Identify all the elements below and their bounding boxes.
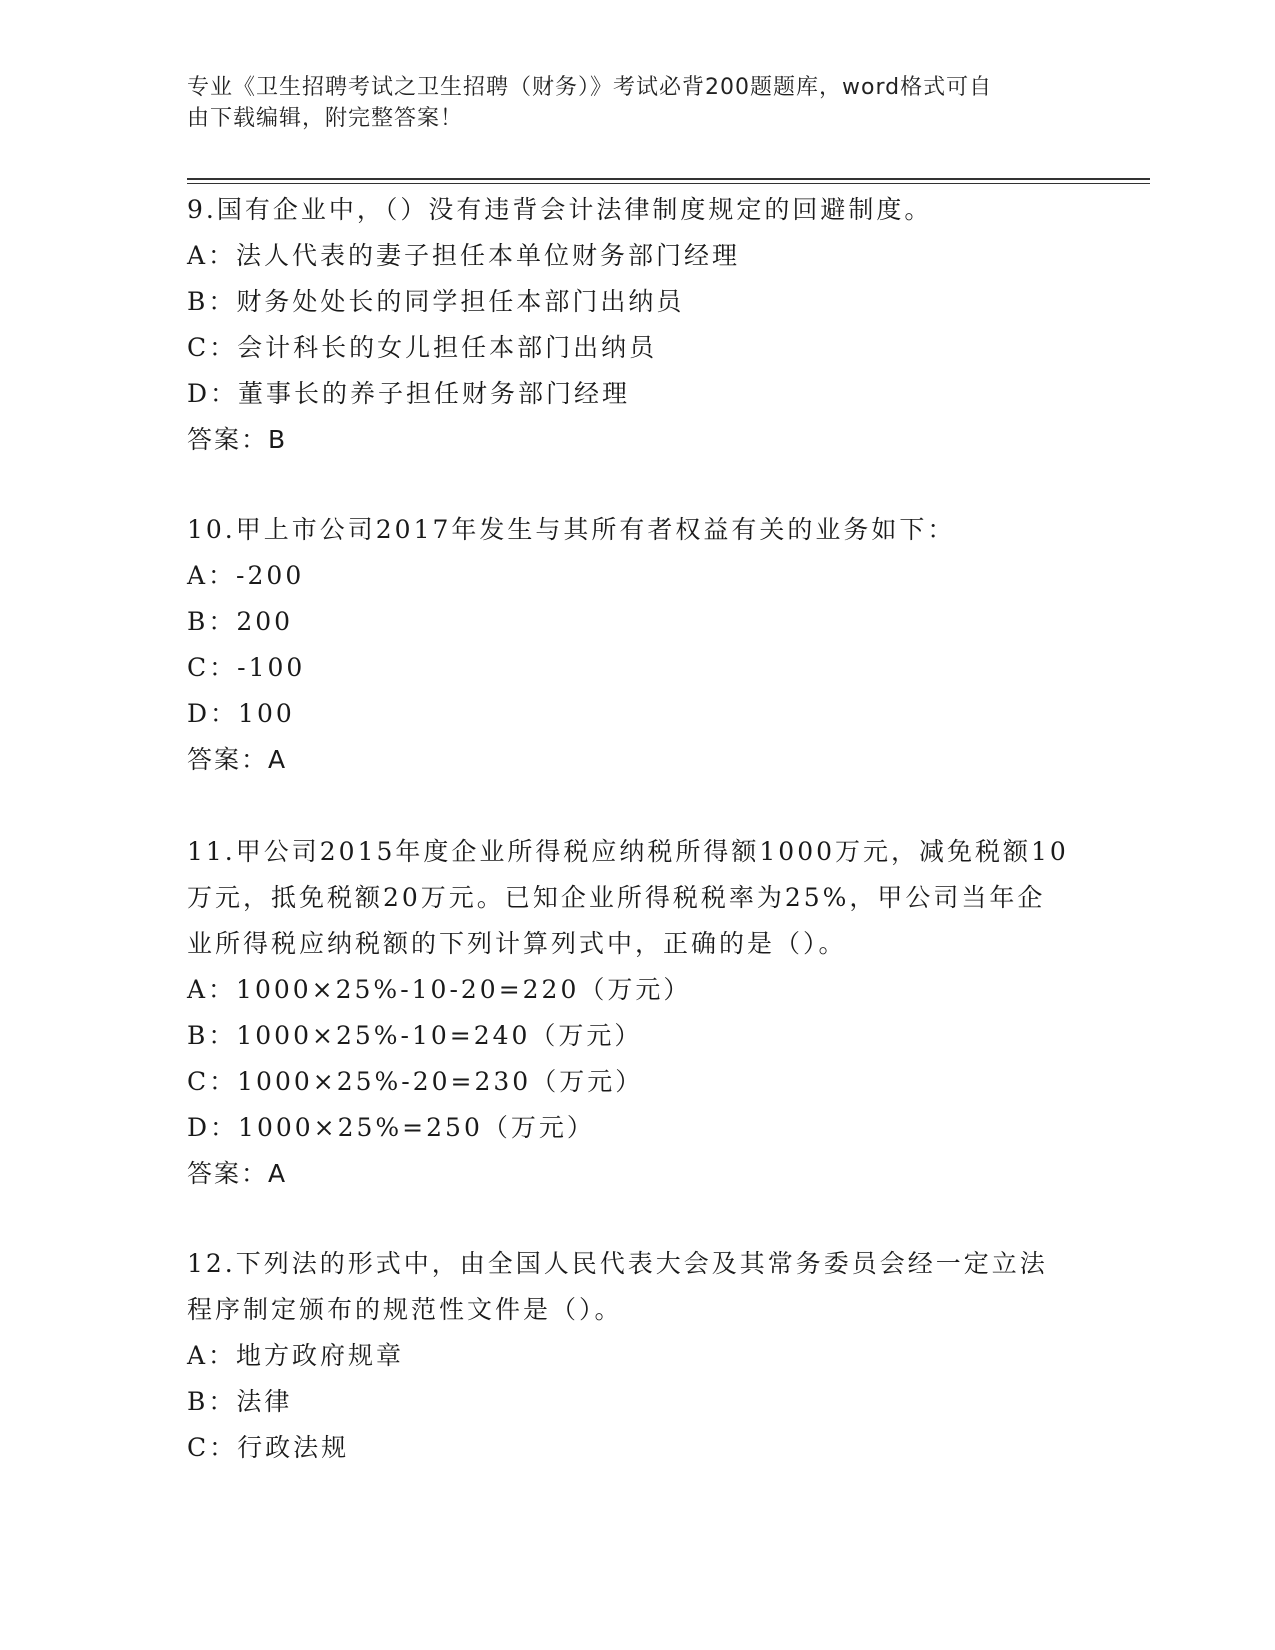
option-c: C：-100 xyxy=(187,653,306,682)
header-line-2: 由下载编辑，附完整答案！ xyxy=(187,106,464,131)
option-b: B：1000×25%-10=240（万元） xyxy=(187,1021,643,1050)
question-stem-line-1: 11.甲公司2015年度企业所得税应纳税所得额1000万元，减免税额10 xyxy=(187,837,1069,866)
answer: 答案：A xyxy=(187,1159,288,1188)
option-a: A：地方政府规章 xyxy=(187,1341,405,1370)
question-10 xyxy=(187,507,1087,783)
header-line-1: 专业《卫生招聘考试之卫生招聘（财务）》考试必背200题题库，word格式可自 xyxy=(187,75,993,100)
answer: 答案：A xyxy=(187,745,288,774)
answer: 答案：B xyxy=(187,425,288,454)
option-b: B：法律 xyxy=(187,1387,293,1416)
option-c: C：会计科长的女儿担任本部门出纳员 xyxy=(187,333,658,362)
question-stem-line-1: 12.下列法的形式中，由全国人民代表大会及其常务委员会经一定立法 xyxy=(187,1249,1048,1278)
document-header xyxy=(187,72,1087,134)
option-a: A：法人代表的妻子担任本单位财务部门经理 xyxy=(187,241,741,270)
question-12 xyxy=(187,1241,1087,1471)
option-a: A：-200 xyxy=(187,561,305,590)
question-9 xyxy=(187,187,1087,463)
header-divider-thin xyxy=(187,183,1150,184)
question-stem: 9.国有企业中，（）没有违背会计法律制度规定的回避制度。 xyxy=(187,195,933,224)
option-d: D：董事长的养子担任财务部门经理 xyxy=(187,379,631,408)
option-d: D：100 xyxy=(187,699,295,728)
question-stem-line-2: 程序制定颁布的规范性文件是（）。 xyxy=(187,1295,623,1324)
question-11 xyxy=(187,829,1087,1197)
question-stem: 10.甲上市公司2017年发生与其所有者权益有关的业务如下： xyxy=(187,515,956,544)
question-stem-line-3: 业所得税应纳税额的下列计算列式中，正确的是（）。 xyxy=(187,929,847,958)
question-stem-line-2: 万元，抵免税额20万元。已知企业所得税税率为25%，甲公司当年企 xyxy=(187,883,1046,912)
option-c: C：1000×25%-20=230（万元） xyxy=(187,1067,644,1096)
option-c: C：行政法规 xyxy=(187,1433,350,1462)
option-d: D：1000×25%=250（万元） xyxy=(187,1113,595,1142)
header-divider-thick xyxy=(187,178,1150,180)
option-b: B：财务处处长的同学担任本部门出纳员 xyxy=(187,287,685,316)
option-b: B：200 xyxy=(187,607,294,636)
option-a: A：1000×25%-10-20=220（万元） xyxy=(187,975,692,1004)
